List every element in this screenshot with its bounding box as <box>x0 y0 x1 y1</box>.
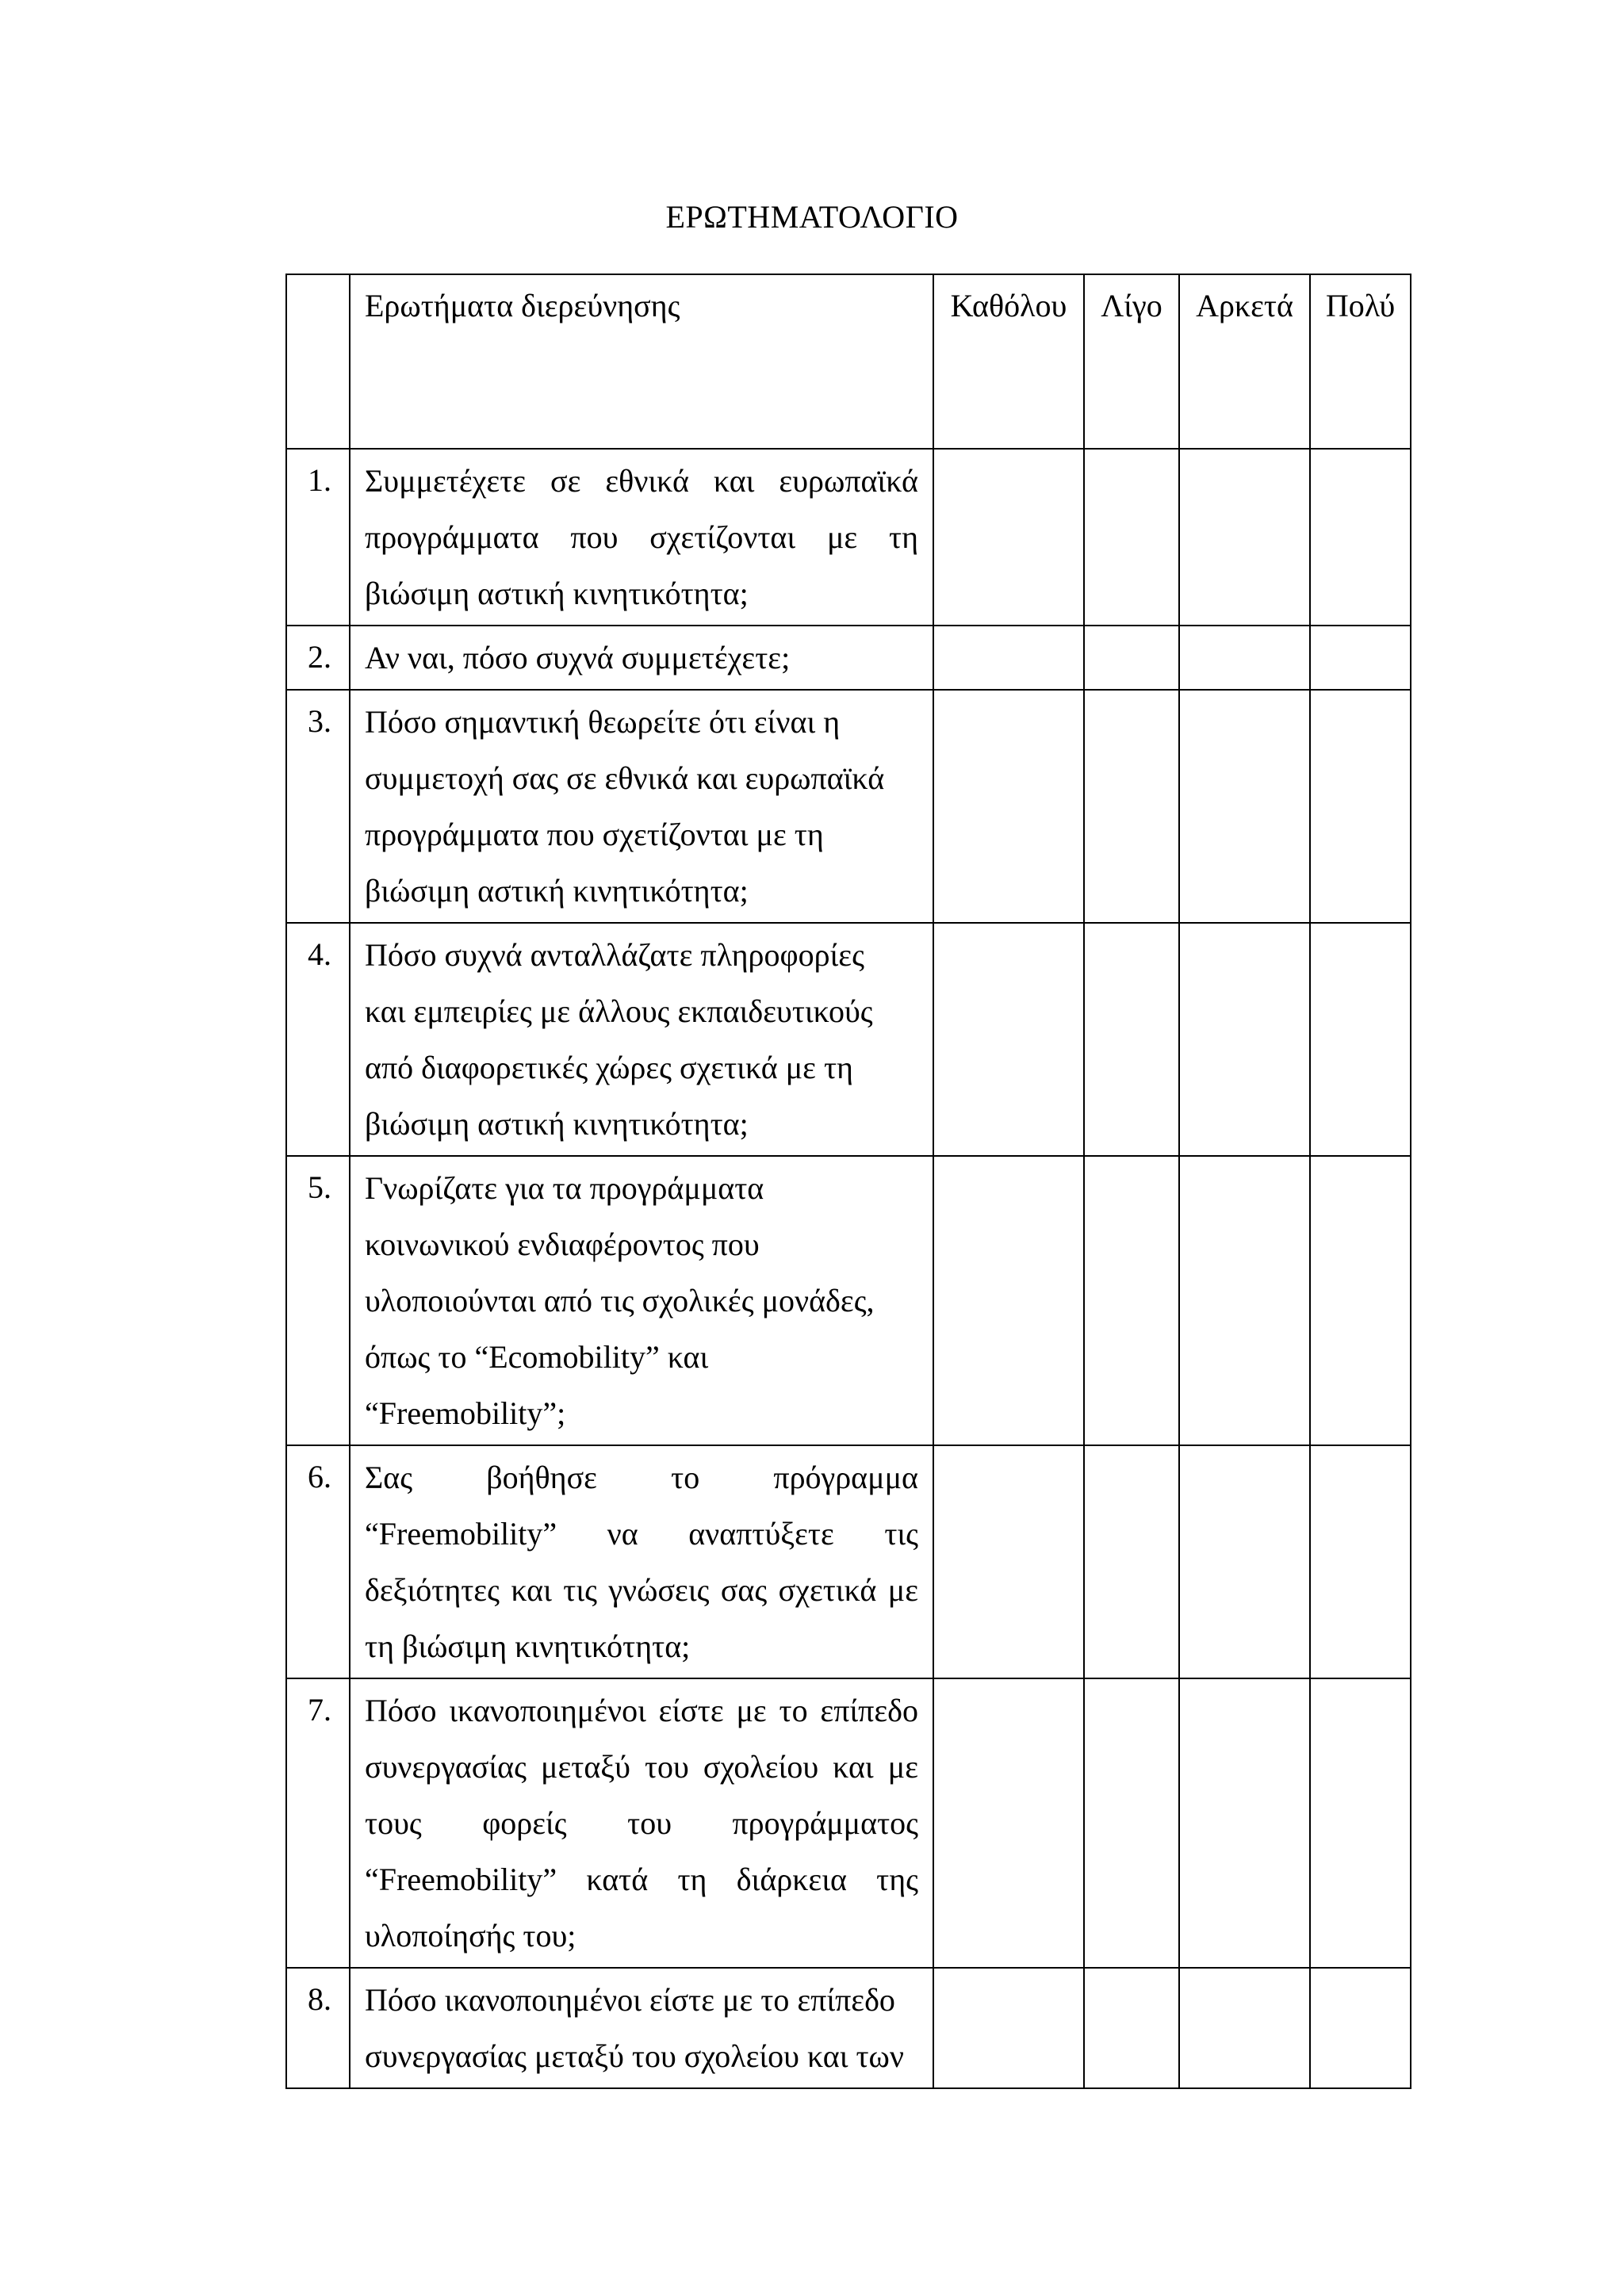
question-line: υλοποιούνται από τις σχολικές μονάδες, <box>365 1283 875 1318</box>
answer-cell-not-at-all[interactable] <box>933 690 1084 923</box>
table-row <box>286 1678 1411 1968</box>
question-number: 7. <box>308 1692 331 1728</box>
header-number-label <box>287 275 349 286</box>
question-line: όπως το “Ecomobility” και <box>365 1339 709 1375</box>
answer-cell-a-little[interactable] <box>1084 1968 1179 2088</box>
question-text <box>350 1969 933 2087</box>
question-text <box>350 450 933 625</box>
question-line: “Freemobility” να αναπτύξετε τις <box>365 1516 918 1552</box>
question-line: Πόσο συχνά ανταλλάζατε πληροφορίες <box>365 937 864 973</box>
answer-cell-not-at-all[interactable] <box>933 923 1084 1156</box>
header-option-a-little <box>1084 274 1179 449</box>
question-text-cell <box>350 1445 933 1678</box>
question-line: Πόσο σημαντική θεωρείτε ότι είναι η <box>365 704 841 740</box>
header-question-cell <box>350 274 933 449</box>
question-number: 2. <box>308 639 331 675</box>
header-option-label: Πολύ <box>1325 288 1396 323</box>
question-number-cell <box>286 690 350 923</box>
header-option-quite <box>1179 274 1310 449</box>
answer-cell-very[interactable] <box>1310 1678 1411 1968</box>
table-header-row <box>286 274 1411 449</box>
answer-cell-a-little[interactable] <box>1084 1678 1179 1968</box>
question-text-cell <box>350 626 933 690</box>
header-option-label: Αρκετά <box>1196 288 1293 323</box>
table-row <box>286 626 1411 690</box>
answer-cell-quite[interactable] <box>1179 690 1310 923</box>
question-text-cell <box>350 1968 933 2088</box>
question-line: και εμπειρίες με άλλους εκπαιδευτικούς <box>365 993 873 1029</box>
question-number-cell <box>286 449 350 626</box>
answer-cell-not-at-all[interactable] <box>933 626 1084 690</box>
question-line: συνεργασίας μεταξύ του σχολείου και των <box>365 2038 904 2074</box>
question-line: βιώσιμη αστική κινητικότητα; <box>365 576 749 611</box>
question-line: τους φορείς του προγράμματος <box>365 1805 918 1841</box>
question-number: 6. <box>308 1459 331 1494</box>
question-number-cell <box>286 1156 350 1445</box>
question-text <box>350 924 933 1155</box>
table-row <box>286 1156 1411 1445</box>
answer-cell-a-little[interactable] <box>1084 626 1179 690</box>
header-question-label: Ερωτήματα διερεύνησης <box>365 288 680 323</box>
table-row <box>286 690 1411 923</box>
question-line: “Freemobility”; <box>365 1395 566 1431</box>
question-line: βιώσιμη αστική κινητικότητα; <box>365 873 749 909</box>
answer-cell-quite[interactable] <box>1179 923 1310 1156</box>
table-row <box>286 1445 1411 1678</box>
question-line: Πόσο ικανοποιημένοι είστε με το επίπεδο <box>365 1693 918 1728</box>
answer-cell-quite[interactable] <box>1179 1445 1310 1678</box>
answer-cell-quite[interactable] <box>1179 1156 1310 1445</box>
table-row <box>286 449 1411 626</box>
answer-cell-very[interactable] <box>1310 626 1411 690</box>
question-text <box>350 1157 933 1445</box>
question-number: 5. <box>308 1169 331 1205</box>
questionnaire-table <box>285 274 1411 2089</box>
question-line: από διαφορετικές χώρες σχετικά με τη <box>365 1050 853 1085</box>
answer-cell-quite[interactable] <box>1179 1678 1310 1968</box>
question-number: 4. <box>308 936 331 972</box>
question-line: συνεργασίας μεταξύ του σχολείου και με <box>365 1749 918 1785</box>
header-option-not-at-all <box>933 274 1084 449</box>
question-line: Αν ναι, πόσο συχνά συμμετέχετε; <box>365 640 791 675</box>
question-text <box>350 1679 933 1967</box>
question-text-cell <box>350 1678 933 1968</box>
question-text <box>350 1446 933 1678</box>
question-number: 8. <box>308 1981 331 2017</box>
question-text-cell <box>350 690 933 923</box>
question-line: τη βιώσιμη κινητικότητα; <box>365 1628 691 1664</box>
question-line: Σας βοήθησε το πρόγραμμα <box>365 1460 918 1495</box>
question-line: υλοποίησής του; <box>365 1918 576 1954</box>
question-line: συμμετοχή σας σε εθνικά και ευρωπαϊκά <box>365 760 885 796</box>
answer-cell-a-little[interactable] <box>1084 923 1179 1156</box>
question-number-cell <box>286 626 350 690</box>
answer-cell-very[interactable] <box>1310 1968 1411 2088</box>
table-row <box>286 923 1411 1156</box>
answer-cell-quite[interactable] <box>1179 1968 1310 2088</box>
question-line: προγράμματα που σχετίζονται με τη <box>365 817 824 852</box>
question-number: 1. <box>308 462 331 498</box>
answer-cell-very[interactable] <box>1310 923 1411 1156</box>
question-line: Γνωρίζατε για τα προγράμματα <box>365 1170 764 1206</box>
question-text-cell <box>350 1156 933 1445</box>
question-line: κοινωνικού ενδιαφέροντος που <box>365 1226 760 1262</box>
question-line: προγράμματα που σχετίζονται με τη <box>365 519 918 555</box>
answer-cell-not-at-all[interactable] <box>933 449 1084 626</box>
answer-cell-a-little[interactable] <box>1084 449 1179 626</box>
question-number-cell <box>286 1445 350 1678</box>
page-title: ΕΡΩΤΗΜΑΤΟΛΟΓΙΟ <box>665 199 959 235</box>
question-line: βιώσιμη αστική κινητικότητα; <box>365 1106 749 1142</box>
header-option-label: Λίγο <box>1101 288 1162 323</box>
answer-cell-a-little[interactable] <box>1084 1445 1179 1678</box>
question-text-cell <box>350 449 933 626</box>
table-row <box>286 1968 1411 2088</box>
answer-cell-quite[interactable] <box>1179 626 1310 690</box>
answer-cell-a-little[interactable] <box>1084 1156 1179 1445</box>
question-text <box>350 691 933 922</box>
header-number-cell <box>286 274 350 449</box>
question-number-cell <box>286 923 350 1156</box>
answer-cell-very[interactable] <box>1310 449 1411 626</box>
answer-cell-quite[interactable] <box>1179 449 1310 626</box>
answer-cell-not-at-all[interactable] <box>933 1968 1084 2088</box>
question-number-cell <box>286 1968 350 2088</box>
question-text-cell <box>350 923 933 1156</box>
answer-cell-very[interactable] <box>1310 690 1411 923</box>
answer-cell-not-at-all[interactable] <box>933 1678 1084 1968</box>
question-number: 3. <box>308 703 331 739</box>
header-option-label: Καθόλου <box>950 288 1067 323</box>
answer-cell-very[interactable] <box>1310 1156 1411 1445</box>
answer-cell-not-at-all[interactable] <box>933 1445 1084 1678</box>
answer-cell-not-at-all[interactable] <box>933 1156 1084 1445</box>
answer-cell-very[interactable] <box>1310 1445 1411 1678</box>
answer-cell-a-little[interactable] <box>1084 690 1179 923</box>
question-line: δεξιότητες και τις γνώσεις σας σχετικά με <box>365 1572 918 1608</box>
question-text <box>350 626 933 689</box>
header-option-very <box>1310 274 1411 449</box>
question-number-cell <box>286 1678 350 1968</box>
question-line: “Freemobility” κατά τη διάρκεια της <box>365 1862 918 1897</box>
question-line: Συμμετέχετε σε εθνικά και ευρωπαϊκά <box>365 463 918 499</box>
question-line: Πόσο ικανοποιημένοι είστε με το επίπεδο <box>365 1982 895 2018</box>
